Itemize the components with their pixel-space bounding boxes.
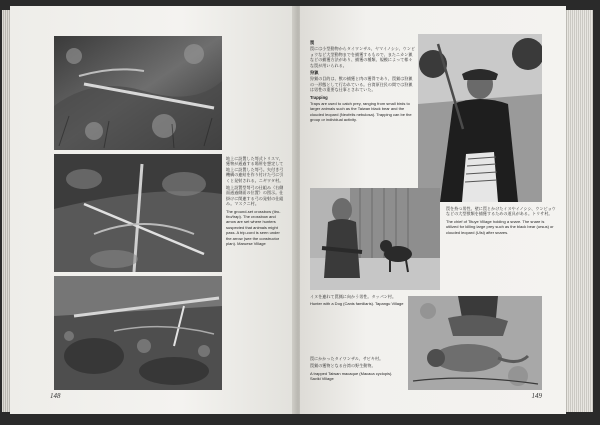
caption-man-jp: 罠を持つ男性。壁に罠とかけたイヌやイノシシ、ウンピョウなどの大型獣類を捕獲するための道具がある。トリサ村。 xyxy=(446,206,556,217)
photo-trapped-macaque xyxy=(408,296,542,390)
caption-monkey-en: A trapped Taiwan macaque (Macaca cyclopis). Saviki Village xyxy=(310,370,393,382)
photo-hunter-with-dog xyxy=(310,188,440,290)
caption-monkey-block xyxy=(310,356,404,384)
section-text-hunting: 狩猟の目的は、獣の捕獲と肉の獲得であり、罠猟は狩猟の一形態として行われている。台湾原住民の間では狩猟は男性の重要な仕事とされていた。 xyxy=(310,76,413,93)
section-label-hunting: 狩猟 xyxy=(310,70,319,76)
caption-dog-en: Hunter with a Dog (Canis familiaris). Tapangu Village xyxy=(310,301,404,307)
left-caption-jp: 地上に設置した弩式トリスマ、獲物が通過する場所を想定して地上に設置した弩弓。矢付き弓機構の連結を作り付けた弓に引くと発射される。ニギワタ村。 xyxy=(226,156,284,183)
right-text-block xyxy=(310,40,416,125)
caption-dog-block xyxy=(310,294,420,309)
photo-crossbow-middle xyxy=(54,154,222,272)
caption-monkey-jp-2: 罠猟の獲物となる台湾の野生動物。 xyxy=(310,363,376,369)
left-caption-en: The ground-set crossbow (tiro-tiro/trap). The crossbow and arrow are set where hunters suspected that animals might pass. A trip-cord is seen under the arrow (see the constructor plan). Maruese Village xyxy=(226,208,281,247)
right-page xyxy=(300,6,566,414)
section-label-trap: 罠 xyxy=(310,40,315,45)
photo-crossbow-bottom xyxy=(54,276,222,390)
section-text-trapping-en: Traps are used to catch prey, ranging from small birds to larger animals such as the Taiwan black bear and the clouded leopard (Neofelis nebulosa). Trapping can be the group or individual activity. xyxy=(310,101,412,123)
photo-crossbow-top xyxy=(54,36,222,150)
section-text-trap: 罠には小型動物からタイワンザル、ヤマイノシシ、ウンピョウなど大型動物までを捕獲するもので、またニカン猟などの捕獲方法があり、捕獲の種類、規模によって様々な罠が用いられる。 xyxy=(310,46,416,68)
left-page-number: 148 xyxy=(50,392,61,400)
right-page-edges xyxy=(566,10,593,412)
left-page xyxy=(10,6,296,414)
caption-dog-jp: イヌを連れて罠猟に向かう男性。タッパン村。 xyxy=(310,294,397,299)
caption-man-block xyxy=(446,206,556,237)
photo-man-with-snare xyxy=(418,34,542,202)
left-caption-jp-2: 地上設置型弩弓の仕組み（右側面通過側面の位置）の図示。仕掛けに関連する弓の発射の仕組み。マスクニ村。 xyxy=(226,185,284,207)
left-caption-block xyxy=(226,156,286,249)
caption-monkey-jp: 罠にかかったタイワンザル、サビキ村。 xyxy=(310,356,384,361)
right-page-number: 149 xyxy=(531,392,542,400)
caption-man-en: The chief of Tituye Village holding a snare. The snare is utilized for killing large prey such as the black bear (ursus) or clouded leopard (Ulsi) after snares. xyxy=(446,218,554,235)
left-page-edges xyxy=(2,10,10,412)
section-label-trapping-en: Trapping xyxy=(310,94,328,100)
